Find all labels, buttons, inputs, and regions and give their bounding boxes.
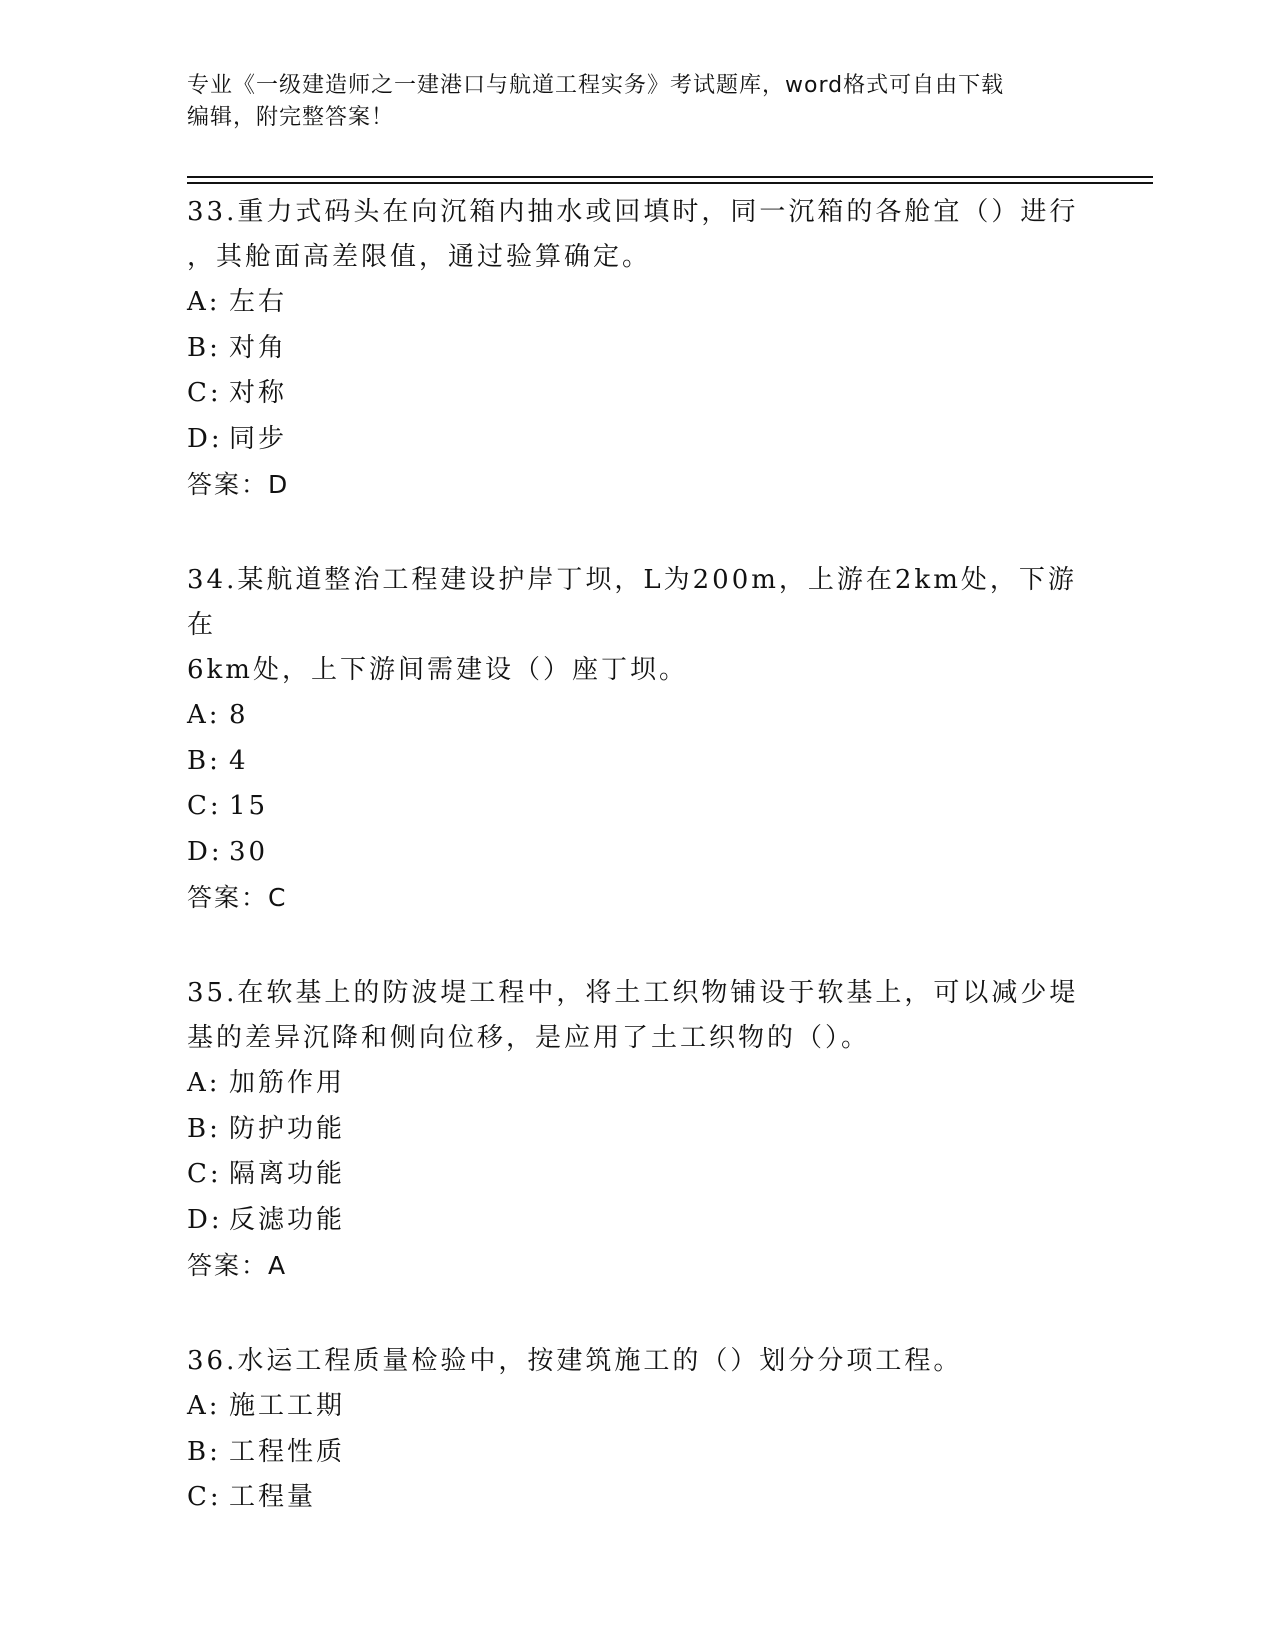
option-a (187, 1384, 1087, 1430)
option-a (187, 1061, 1087, 1107)
answer-line: 答案：C (187, 883, 288, 912)
option-label: C: (187, 1482, 222, 1512)
question-33 (187, 190, 1087, 508)
question-35 (187, 971, 1087, 1289)
option-b (187, 1430, 1087, 1476)
header-divider-top (187, 176, 1153, 178)
stem-line: 33.重力式码头在向沉箱内抽水或回填时，同一沉箱的各舱宜（）进行 (187, 197, 1079, 227)
option-b (187, 326, 1087, 372)
option-label: A: (187, 1068, 221, 1098)
option-label: C: (187, 791, 222, 821)
option-c (187, 1475, 1087, 1521)
option-text: 工程性质 (229, 1436, 346, 1467)
option-label: C: (187, 1159, 222, 1189)
option-label: B: (187, 1113, 221, 1144)
option-text: 隔离功能 (229, 1159, 346, 1189)
option-text: 加筋作用 (229, 1068, 346, 1098)
option-b (187, 739, 1087, 785)
header-line-1: 专业《一级建造师之一建港口与航道工程实务》考试题库，word格式可自由下载 (187, 73, 1005, 98)
question-34 (187, 558, 1087, 921)
option-label: D: (187, 423, 223, 454)
option-d (187, 417, 1087, 463)
option-label: A: (187, 700, 221, 730)
option-c (187, 1152, 1087, 1198)
option-text: 对称 (229, 378, 288, 408)
option-label: A: (187, 287, 221, 317)
option-a (187, 280, 1087, 326)
option-c (187, 371, 1087, 417)
option-c (187, 784, 1087, 830)
stem-line: 基的差异沉降和侧向位移，是应用了土工织物的（）。 (187, 1023, 871, 1053)
option-label: D: (187, 1204, 223, 1235)
option-d (187, 1198, 1087, 1244)
option-label: B: (187, 332, 221, 363)
option-text: 同步 (229, 423, 288, 454)
option-text: 施工工期 (229, 1391, 346, 1421)
option-label: B: (187, 745, 221, 776)
option-label: D: (187, 836, 223, 867)
option-text: 对角 (229, 332, 288, 363)
stem-line: 6km处，上下游间需建设（）座丁坝。 (187, 655, 688, 685)
stem-line: 35.在软基上的防波堤工程中，将土工织物铺设于软基上，可以减少堤 (187, 978, 1079, 1008)
question-list (187, 190, 1087, 1571)
option-b (187, 1107, 1087, 1153)
option-label: A: (187, 1391, 221, 1421)
option-label: B: (187, 1436, 221, 1467)
question-36 (187, 1339, 1087, 1521)
option-text: 防护功能 (229, 1113, 346, 1144)
header-divider-bottom (187, 182, 1153, 184)
option-text: 左右 (229, 287, 288, 317)
document-header (187, 70, 1087, 134)
option-text: 4 (229, 745, 249, 776)
answer-line: 答案：D (187, 470, 290, 499)
option-text: 反滤功能 (229, 1204, 346, 1235)
option-a (187, 693, 1087, 739)
option-text: 30 (229, 836, 269, 867)
option-text: 工程量 (229, 1482, 317, 1512)
question-stem (187, 1339, 1087, 1384)
option-d (187, 830, 1087, 876)
option-text: 8 (229, 700, 249, 730)
stem-line: ，其舱面高差限值，通过验算确定。 (187, 242, 652, 272)
question-stem (187, 971, 1087, 1061)
question-stem (187, 190, 1087, 280)
option-text: 15 (229, 791, 269, 821)
answer-line: 答案：A (187, 1251, 288, 1280)
question-stem (187, 558, 1087, 693)
stem-line: 36.水运工程质量检验中，按建筑施工的（）划分分项工程。 (187, 1346, 963, 1376)
option-label: C: (187, 378, 222, 408)
header-line-2: 编辑，附完整答案！ (187, 105, 395, 130)
stem-line: 34.某航道整治工程建设护岸丁坝，L为200m，上游在2km处，下游在 (187, 565, 1077, 640)
